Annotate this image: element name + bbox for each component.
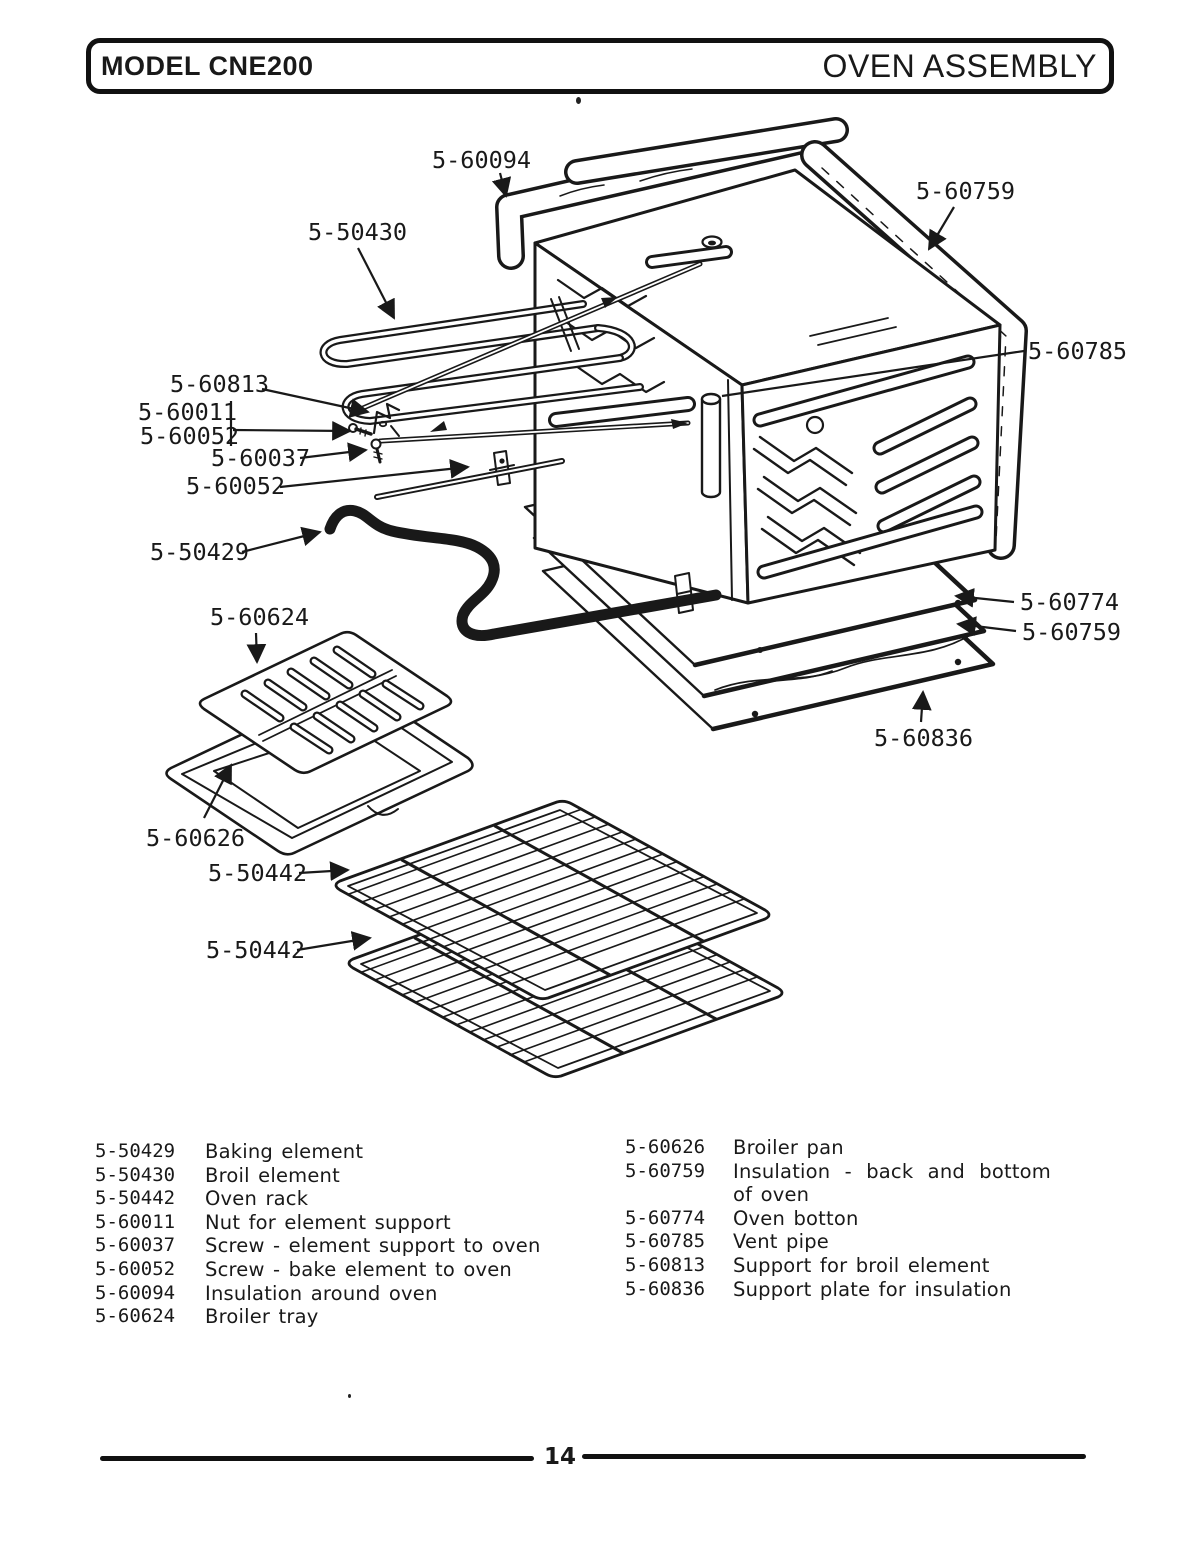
part-number: 5-60094 — [95, 1281, 176, 1304]
oven-box — [535, 170, 1000, 603]
part-description: Screw - element support to oven — [205, 1234, 541, 1258]
callout-5-60774: 5-60774 — [1020, 588, 1120, 616]
part-row-5-60813 — [625, 1254, 1051, 1278]
part-description: Insulation around oven — [205, 1281, 438, 1305]
part-number: 5-60626 — [625, 1136, 706, 1158]
part-number: 5-60836 — [625, 1277, 706, 1300]
parts-list-left — [95, 1140, 575, 1329]
part-description: Oven rack — [205, 1187, 309, 1211]
part-row-5-60052 — [95, 1258, 575, 1282]
part-number: 5-60759 — [625, 1159, 706, 1182]
part-description: Broiler tray — [205, 1305, 319, 1329]
part-description: Oven botton — [733, 1206, 859, 1230]
part-number: 5-60011 — [95, 1210, 176, 1233]
callout-5-60836: 5-60836 — [874, 724, 974, 752]
part-description: Insulation - back and bottom of oven — [733, 1159, 1051, 1207]
callout-5-50442: 5-50442 — [208, 859, 308, 887]
part-row-5-60785 — [625, 1230, 1051, 1254]
callout-5-60624: 5-60624 — [210, 603, 310, 631]
part-description: Broiler pan — [733, 1136, 844, 1159]
part-number: 5-50442 — [95, 1187, 176, 1210]
part-description: Broil element — [205, 1163, 340, 1187]
part-row-5-60774 — [625, 1207, 1051, 1231]
part-row-5-60094 — [95, 1282, 575, 1306]
callout-5-60785: 5-60785 — [1028, 337, 1128, 365]
part-row-5-60624 — [95, 1305, 575, 1329]
part-description: Vent pipe — [733, 1230, 829, 1254]
callout-5-50429: 5-50429 — [150, 538, 250, 566]
assembly-title: OVEN ASSEMBLY — [822, 47, 1097, 84]
callout-5-60626: 5-60626 — [146, 824, 246, 852]
part-description: Screw - bake element to oven — [205, 1257, 512, 1281]
part-number: 5-60785 — [625, 1230, 706, 1253]
footer-rule-right — [582, 1454, 1086, 1459]
footer-rule-left — [100, 1456, 534, 1461]
callout-5-60037: 5-60037 — [211, 444, 311, 472]
part-number: 5-60037 — [95, 1234, 176, 1257]
callout-5-60094: 5-60094 — [432, 146, 532, 174]
part-description: Support for broil element — [733, 1253, 990, 1277]
part-row-5-60037 — [95, 1234, 575, 1258]
part-row-5-60836 — [625, 1278, 1051, 1302]
model-label: MODEL CNE200 — [101, 50, 314, 81]
part-description: Nut for element support — [205, 1210, 451, 1234]
part-description: Support plate for insulation — [733, 1277, 1012, 1301]
callout-5-60759: 5-60759 — [916, 177, 1016, 205]
part-row-5-50430 — [95, 1164, 575, 1188]
part-row-5-60626 — [625, 1136, 1051, 1160]
callout-5-50430: 5-50430 — [308, 218, 408, 246]
callout-5-60052-b: 5-60052 — [186, 472, 286, 500]
part-number: 5-50429 — [95, 1140, 176, 1162]
part-number: 5-60052 — [95, 1257, 176, 1280]
parts-list-right — [625, 1136, 1051, 1301]
part-number: 5-60813 — [625, 1253, 706, 1276]
part-number: 5-50430 — [95, 1163, 176, 1186]
part-row-5-50442 — [95, 1187, 575, 1211]
callout-5-60052: 5-60052 — [140, 422, 240, 450]
part-row-5-60011 — [95, 1211, 575, 1235]
callout-5-60759-b: 5-60759 — [1022, 618, 1122, 646]
callout-5-60011: 5-60011 — [138, 398, 238, 426]
callout-5-60813: 5-60813 — [170, 370, 270, 398]
part-description: Baking element — [205, 1140, 364, 1163]
page-number: 14 — [543, 1444, 576, 1470]
callout-5-50442-b: 5-50442 — [206, 936, 306, 964]
vent-pipe — [702, 394, 720, 497]
part-row-5-50429 — [95, 1140, 575, 1164]
part-number: 5-60624 — [95, 1305, 176, 1328]
part-number: 5-60774 — [625, 1206, 706, 1229]
part-row-5-60759 — [625, 1160, 1051, 1207]
